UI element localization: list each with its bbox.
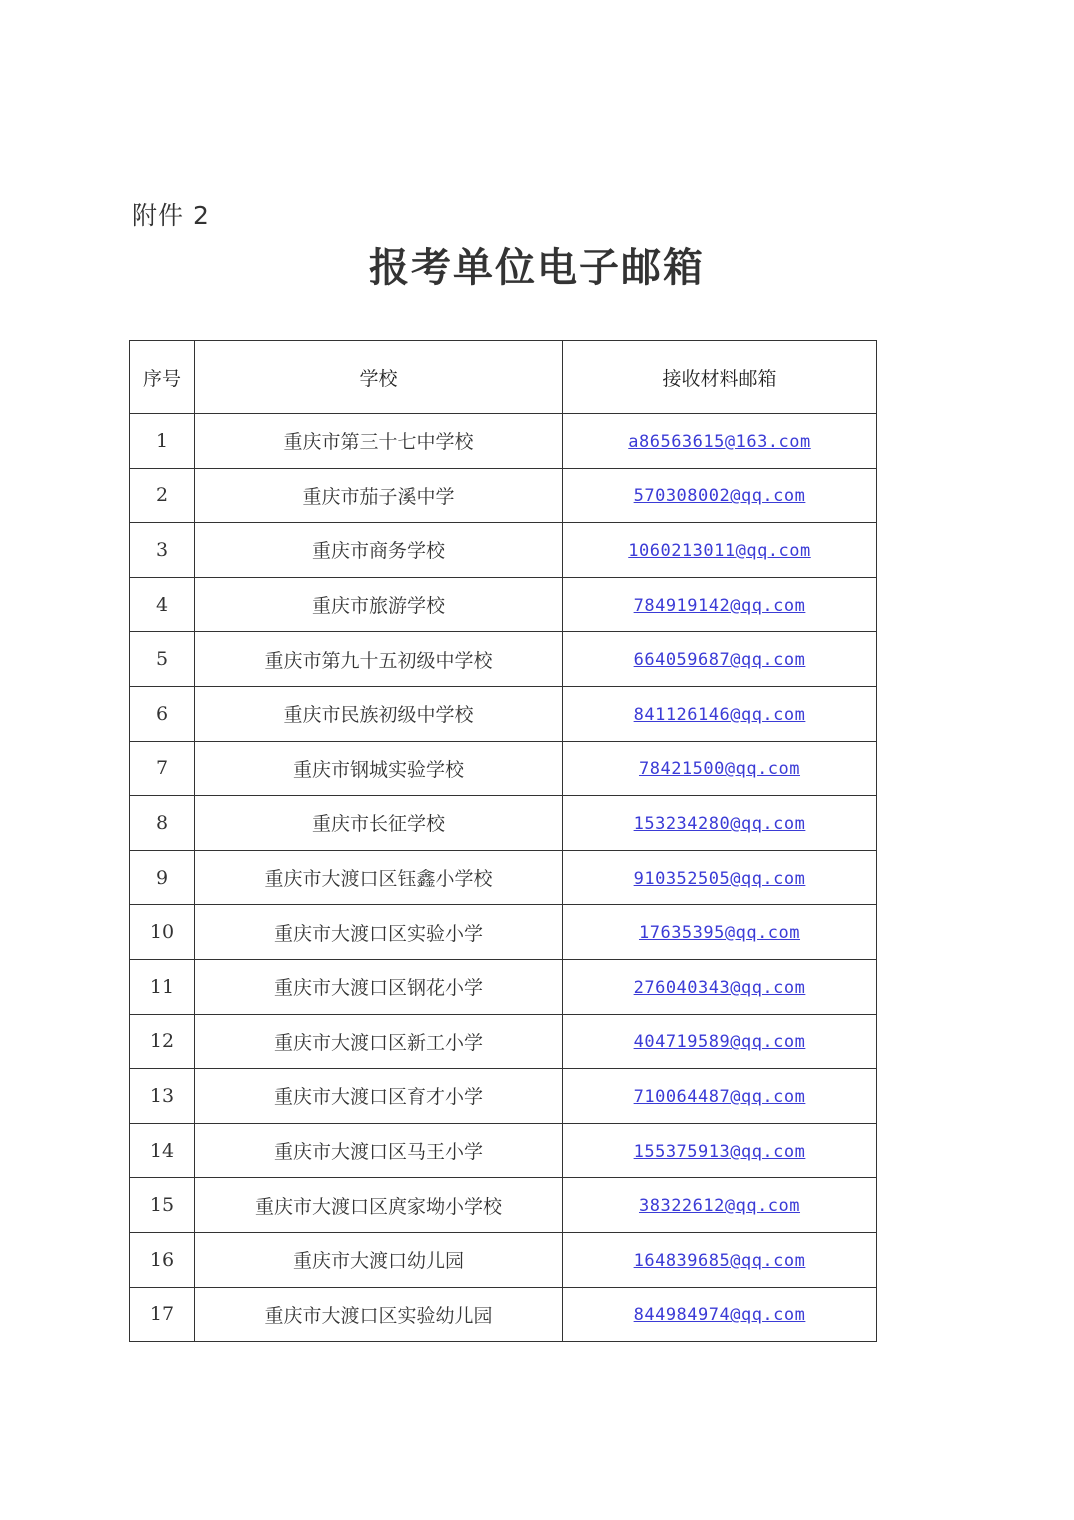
email-link[interactable]: 17635395@qq.com [638, 923, 801, 944]
table-row [130, 468, 877, 523]
table-row [130, 959, 877, 1014]
row-number: 17 [130, 1287, 195, 1342]
table-row [130, 850, 877, 905]
school-name: 重庆市大渡口区实验小学 [195, 905, 563, 960]
table-row [130, 905, 877, 960]
email-link[interactable]: 164839685@qq.com [633, 1250, 806, 1271]
email-link[interactable]: 1060213011@qq.com [628, 540, 811, 561]
table-row [130, 1123, 877, 1178]
page-title: 报考单位电子邮箱 [369, 244, 705, 291]
school-name: 重庆市长征学校 [195, 796, 563, 851]
email-link[interactable]: 570308002@qq.com [633, 486, 806, 507]
row-number: 5 [130, 632, 195, 687]
row-number: 10 [130, 905, 195, 960]
email-link[interactable]: 155375913@qq.com [633, 1141, 806, 1162]
email-link[interactable]: 784919142@qq.com [633, 595, 806, 616]
table-row [130, 632, 877, 687]
school-name: 重庆市旅游学校 [195, 577, 563, 632]
school-name: 重庆市大渡口区钰鑫小学校 [195, 850, 563, 905]
email-table [129, 340, 877, 1342]
row-number: 9 [130, 850, 195, 905]
school-name: 重庆市大渡口区钢花小学 [195, 959, 563, 1014]
table-row [130, 1178, 877, 1233]
school-name: 重庆市民族初级中学校 [195, 686, 563, 741]
table-row [130, 523, 877, 578]
school-name: 重庆市大渡口区实验幼儿园 [195, 1287, 563, 1342]
attachment-label: 附件 2 [132, 201, 210, 230]
email-link[interactable]: 276040343@qq.com [633, 977, 806, 998]
row-number: 4 [130, 577, 195, 632]
row-number: 15 [130, 1178, 195, 1233]
row-number: 16 [130, 1232, 195, 1287]
email-link[interactable]: 38322612@qq.com [638, 1196, 801, 1217]
row-number: 6 [130, 686, 195, 741]
table-row [130, 796, 877, 851]
table-row [130, 414, 877, 469]
table-row [130, 686, 877, 741]
table-row [130, 741, 877, 796]
email-link[interactable]: 404719589@qq.com [633, 1032, 806, 1053]
email-link[interactable]: a86563615@163.com [628, 431, 811, 452]
school-name: 重庆市第三十七中学校 [195, 414, 563, 469]
row-number: 1 [130, 414, 195, 469]
table-header-row [130, 341, 877, 414]
school-name: 重庆市大渡口区育才小学 [195, 1069, 563, 1124]
column-header-email: 接收材料邮箱 [563, 341, 877, 414]
row-number: 3 [130, 523, 195, 578]
table-row [130, 1232, 877, 1287]
row-number: 12 [130, 1014, 195, 1069]
email-link[interactable]: 841126146@qq.com [633, 704, 806, 725]
school-name: 重庆市钢城实验学校 [195, 741, 563, 796]
table-row [130, 1069, 877, 1124]
school-name: 重庆市茄子溪中学 [195, 468, 563, 523]
row-number: 14 [130, 1123, 195, 1178]
school-name: 重庆市大渡口区庹家坳小学校 [195, 1178, 563, 1233]
table-row [130, 1287, 877, 1342]
email-link[interactable]: 664059687@qq.com [633, 650, 806, 671]
column-header-school: 学校 [195, 341, 563, 414]
school-name: 重庆市大渡口幼儿园 [195, 1232, 563, 1287]
row-number: 8 [130, 796, 195, 851]
email-link[interactable]: 910352505@qq.com [633, 868, 806, 889]
email-link[interactable]: 844984974@qq.com [633, 1305, 806, 1326]
row-number: 13 [130, 1069, 195, 1124]
table-row [130, 577, 877, 632]
school-name: 重庆市商务学校 [195, 523, 563, 578]
school-name: 重庆市第九十五初级中学校 [195, 632, 563, 687]
column-header-number: 序号 [130, 341, 195, 414]
school-name: 重庆市大渡口区新工小学 [195, 1014, 563, 1069]
row-number: 2 [130, 468, 195, 523]
email-link[interactable]: 153234280@qq.com [633, 813, 806, 834]
row-number: 11 [130, 959, 195, 1014]
school-name: 重庆市大渡口区马王小学 [195, 1123, 563, 1178]
email-link[interactable]: 78421500@qq.com [638, 759, 801, 780]
row-number: 7 [130, 741, 195, 796]
email-link[interactable]: 710064487@qq.com [633, 1086, 806, 1107]
table-row [130, 1014, 877, 1069]
